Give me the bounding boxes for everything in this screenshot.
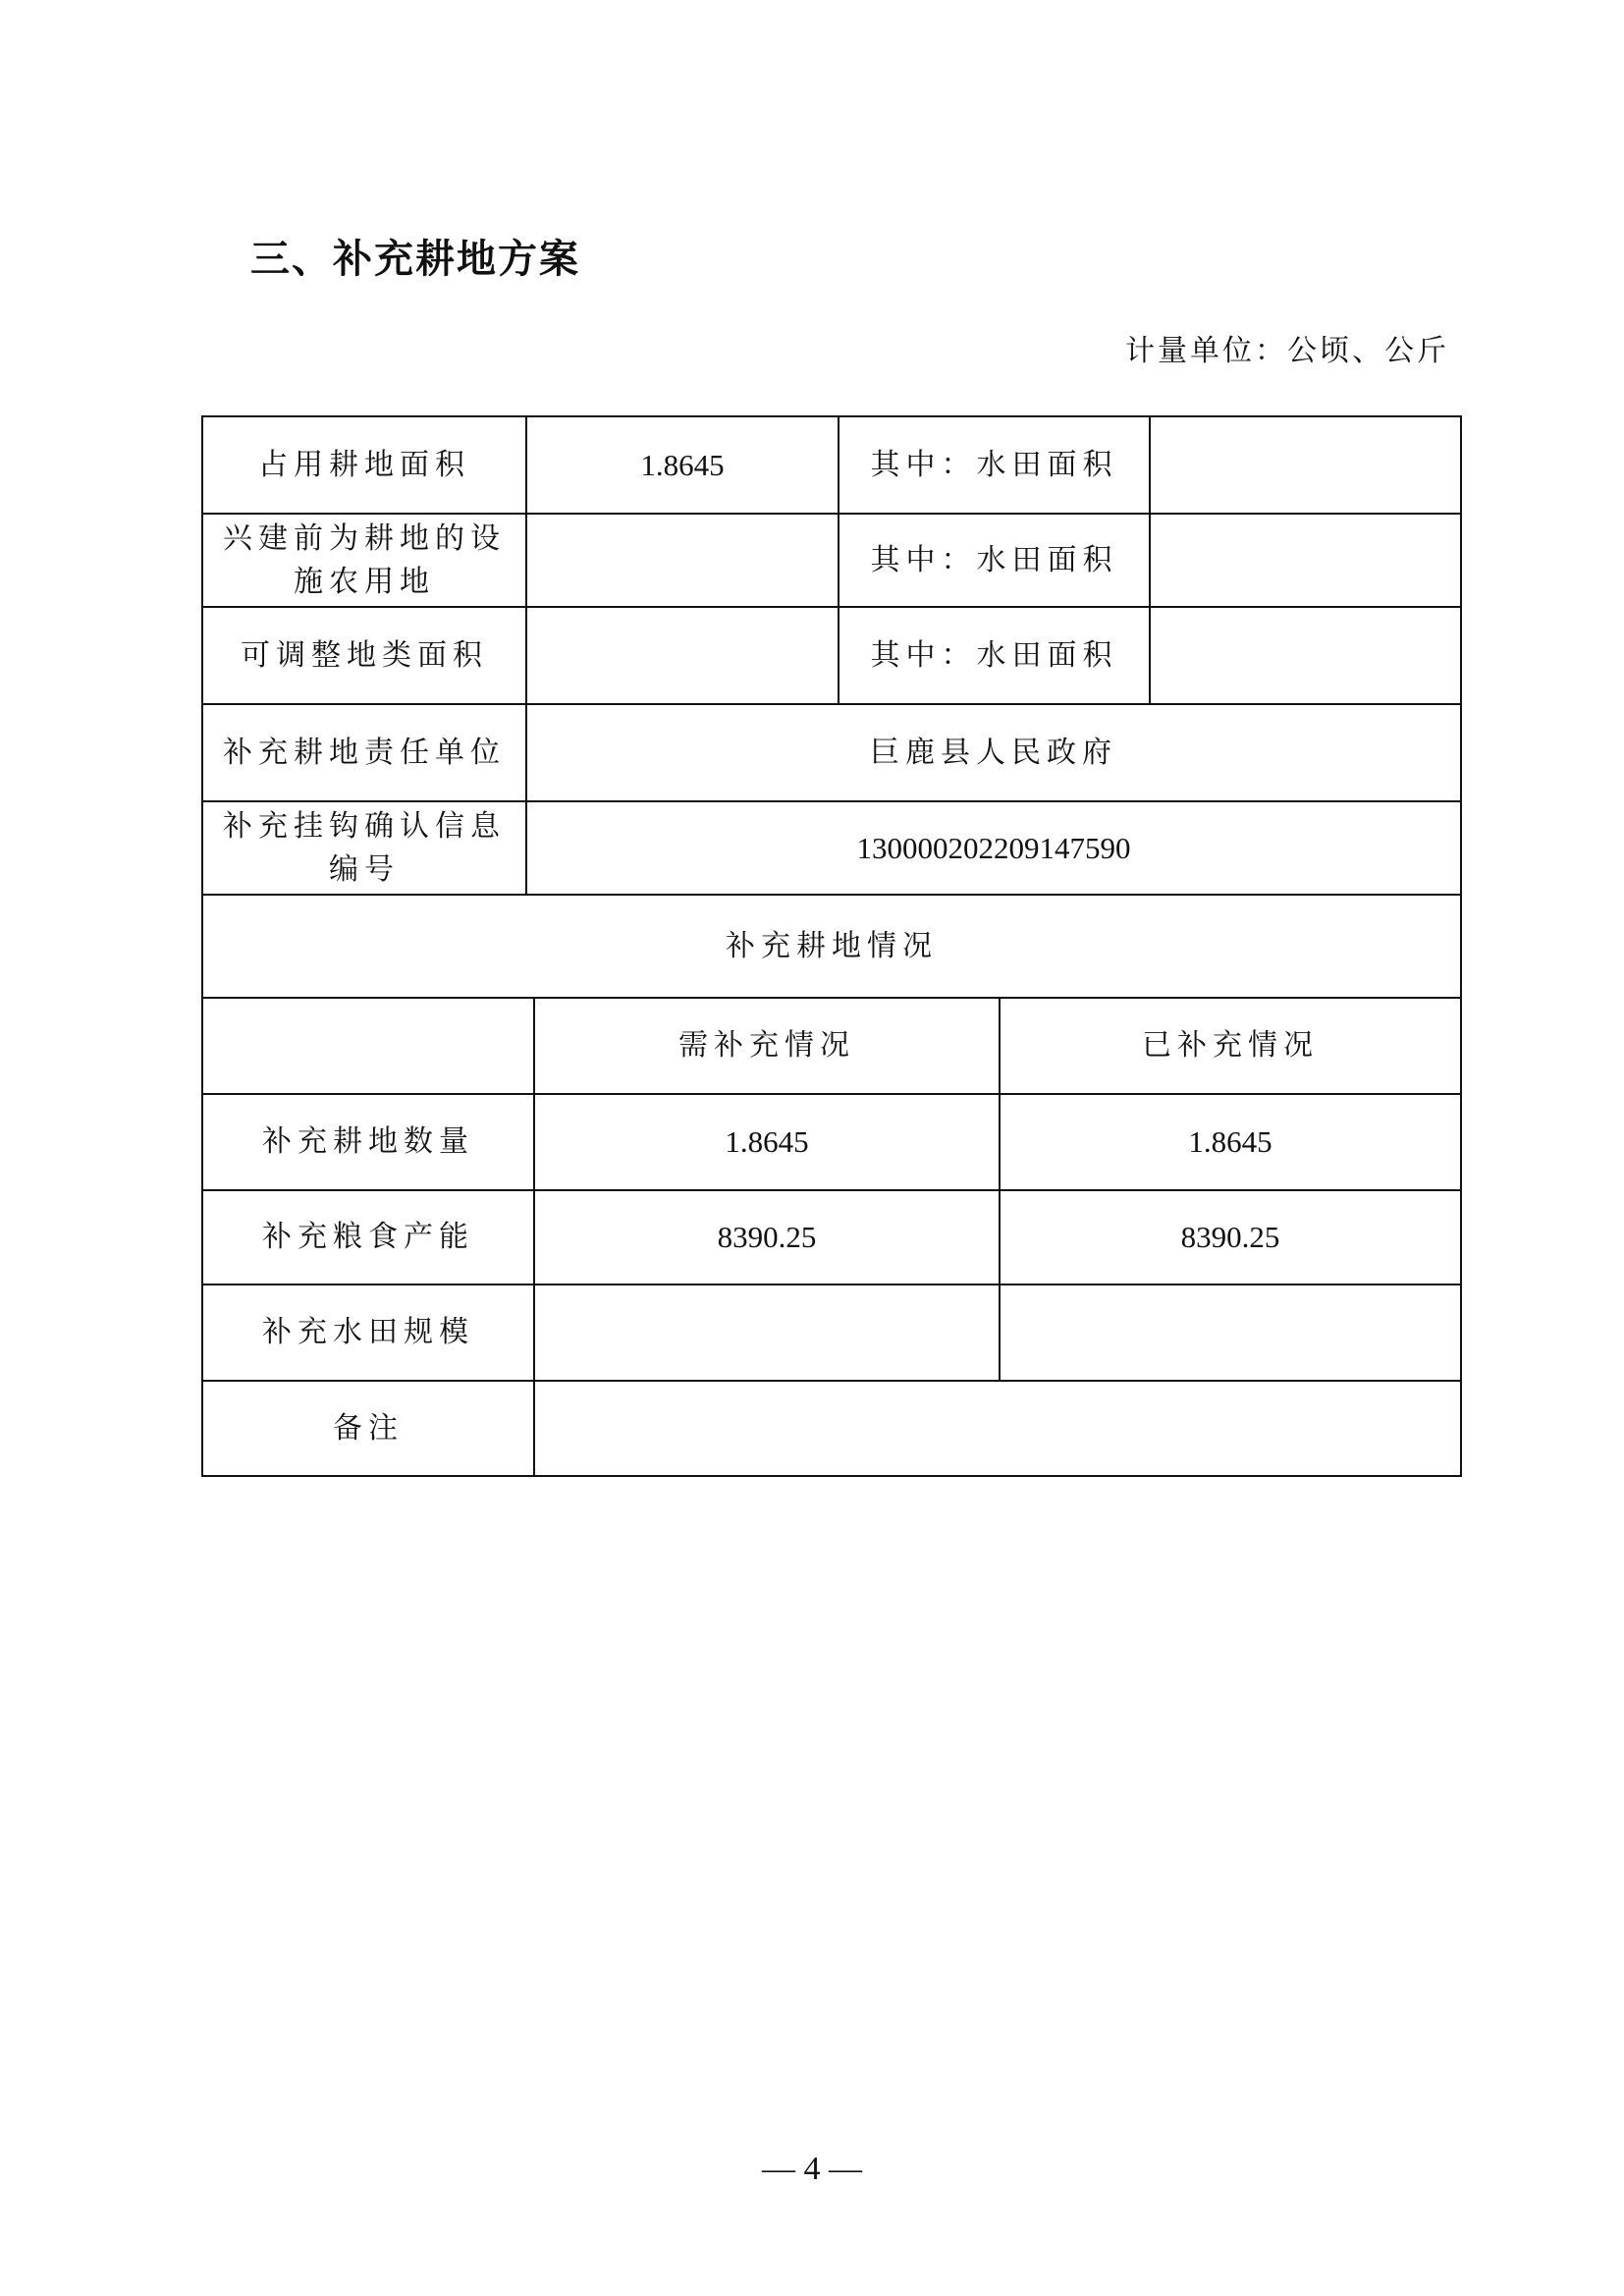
- row-label: 占用耕地面积: [201, 415, 527, 515]
- paddy-area-label: 其中：水田面积: [838, 415, 1151, 515]
- occupied-farmland-area-value: 1.8645: [525, 415, 839, 515]
- adjustable-land-value: [525, 606, 839, 705]
- required-value: 1.8645: [533, 1093, 1001, 1191]
- responsible-unit-value: 巨鹿县人民政府: [525, 703, 1462, 802]
- paddy-area-value: [1149, 513, 1462, 608]
- row-label: 可调整地类面积: [201, 606, 527, 705]
- row-label: 补充水田规模: [201, 1284, 535, 1382]
- paddy-area-label: 其中：水田面积: [838, 513, 1151, 608]
- facility-farmland-value: [525, 513, 839, 608]
- measurement-units: 计量单位：公顷、公斤: [1125, 334, 1449, 368]
- column-header-required: 需补充情况: [533, 997, 1001, 1095]
- page-number: — 4 —: [762, 2151, 862, 2187]
- row-label: 补充粮食产能: [201, 1189, 535, 1285]
- completed-value: 8390.25: [999, 1189, 1462, 1285]
- paddy-area-label: 其中：水田面积: [838, 606, 1151, 705]
- paddy-area-value: [1149, 415, 1462, 515]
- row-label: 补充耕地数量: [201, 1093, 535, 1191]
- completed-value: 1.8645: [999, 1093, 1462, 1191]
- remarks-label: 备注: [201, 1380, 535, 1477]
- column-header-empty: [201, 997, 535, 1095]
- column-header-completed: 已补充情况: [999, 997, 1462, 1095]
- completed-value: [999, 1284, 1462, 1382]
- section-title: 三、补充耕地方案: [250, 237, 580, 282]
- confirm-number-value: 130000202209147590: [525, 800, 1462, 896]
- required-value: [533, 1284, 1001, 1382]
- paddy-area-value: [1149, 606, 1462, 705]
- required-value: 8390.25: [533, 1189, 1001, 1285]
- supplement-section-header: 补充耕地情况: [201, 894, 1462, 999]
- confirm-number-label: 补充挂钩确认信息编号: [201, 800, 527, 896]
- remarks-value: [533, 1380, 1462, 1477]
- row-label: 兴建前为耕地的设施农用地: [201, 513, 527, 608]
- responsible-unit-label: 补充耕地责任单位: [201, 703, 527, 802]
